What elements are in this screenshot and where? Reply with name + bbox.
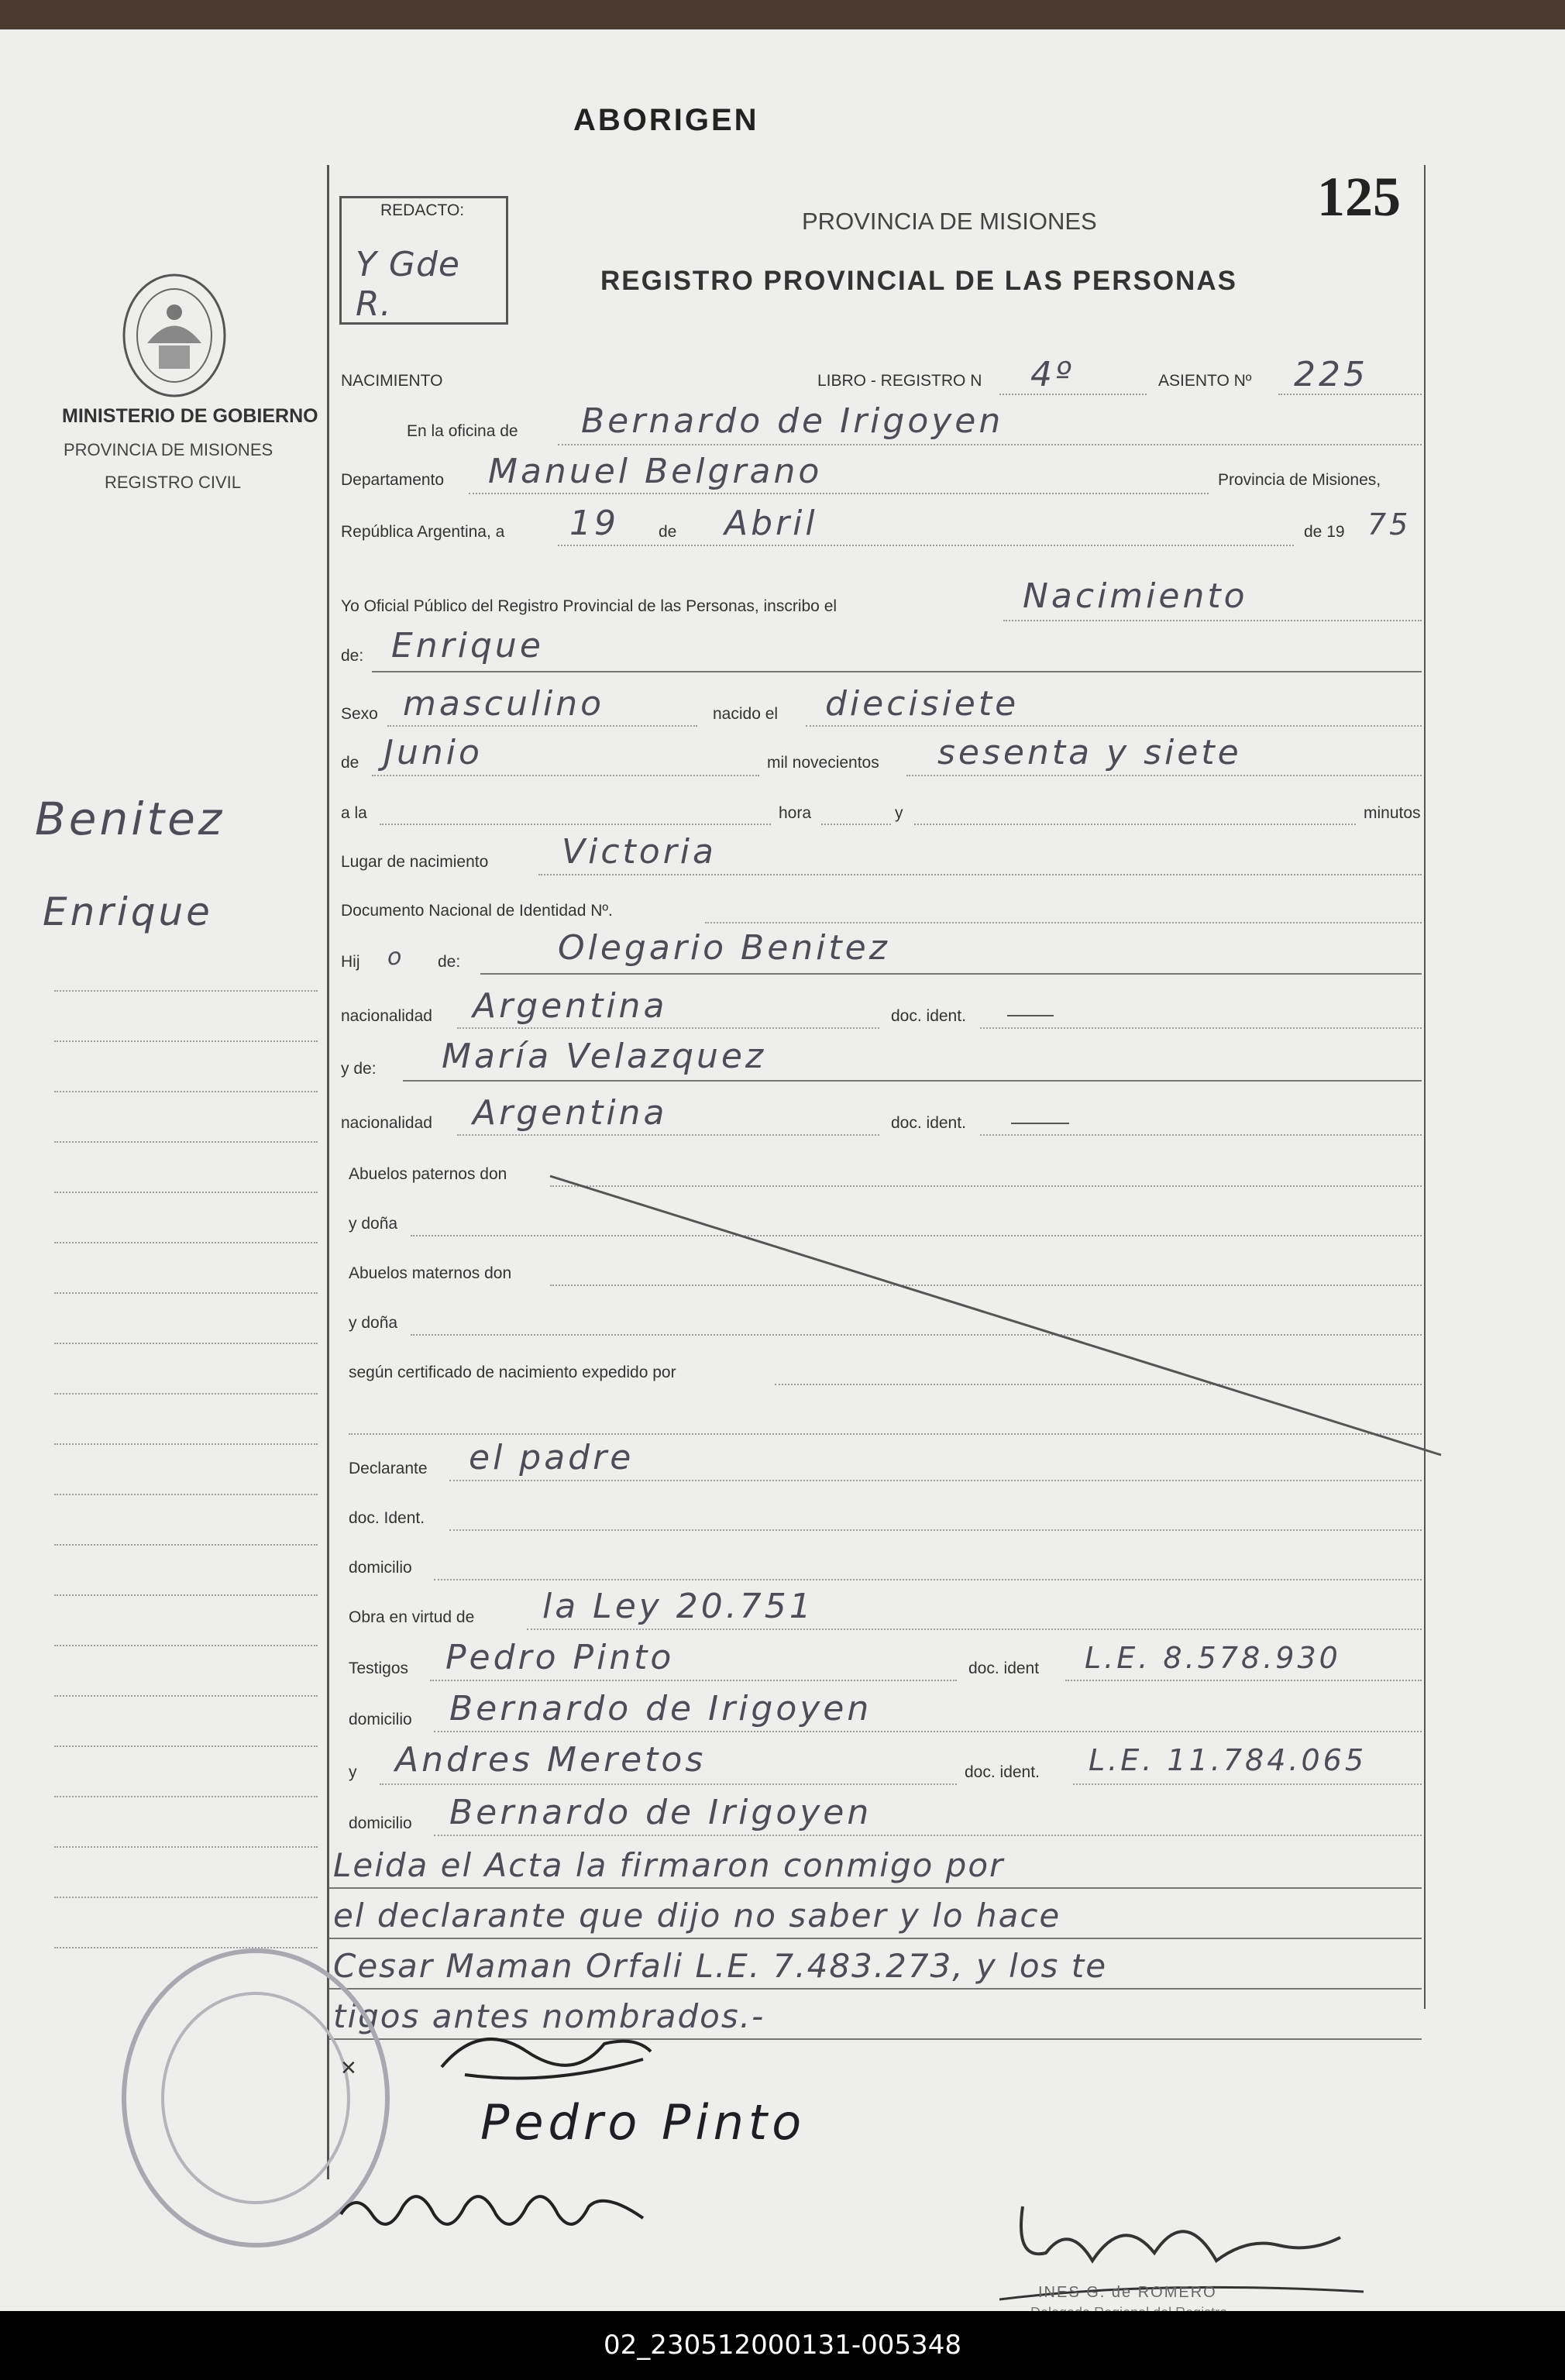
nombre-value: Enrique	[391, 626, 544, 666]
sexo-value: masculino	[403, 684, 605, 724]
sexo-line	[387, 725, 697, 727]
dni-line	[705, 922, 1422, 923]
a-la-label: a la	[341, 804, 367, 822]
section-label: NACIMIENTO	[341, 372, 443, 390]
mes-nac-value: Junio	[384, 733, 483, 772]
declarante-label: Declarante	[349, 1460, 428, 1477]
docident-1-label: doc. ident.	[891, 1007, 966, 1025]
testigo-1-doc: L.E. 8.578.930	[1085, 1641, 1341, 1675]
right-rule	[1424, 165, 1426, 2009]
testigos-label: Testigos	[349, 1659, 409, 1677]
asiento-line	[1278, 394, 1422, 395]
libro-label: LIBRO - REGISTRO N	[817, 372, 982, 390]
docident-5-label: doc. ident.	[965, 1763, 1040, 1781]
mil-label: mil novecientos	[767, 754, 879, 772]
testigo-2-value: Andres Meretos	[395, 1740, 707, 1780]
nacionalidad-2-label: nacionalidad	[341, 1114, 432, 1132]
declarante-line	[449, 1480, 1422, 1481]
libro-value: 4º	[1030, 355, 1075, 394]
obra-label: Obra en virtud de	[349, 1608, 475, 1626]
docident-3-line	[449, 1529, 1422, 1531]
departamento-value: Manuel Belgrano	[488, 452, 823, 491]
nacionalidad-1-value: Argentina	[473, 986, 668, 1026]
testigo-1-line	[430, 1680, 957, 1681]
docident-4-label: doc. ident	[968, 1659, 1040, 1677]
book-edge	[0, 0, 1565, 29]
asiento-label: ASIENTO Nº	[1158, 372, 1252, 390]
de-label-3: de	[341, 754, 359, 772]
domicilio-1-line	[434, 1579, 1422, 1580]
orfali-signature	[434, 2013, 666, 2094]
image-id-caption: 02_230512000131-005348	[604, 2330, 961, 2361]
meretos-signature	[333, 2175, 659, 2249]
oficina-label: En la oficina de	[407, 422, 518, 440]
abuelos-paternos-label: Abuelos paternos don	[349, 1165, 507, 1183]
nombre-line	[372, 671, 1422, 672]
a-la-line	[380, 824, 771, 825]
margin-given-name: Enrique	[43, 889, 213, 934]
libro-line	[999, 394, 1147, 395]
de-label-1: de	[659, 523, 677, 541]
nacido-line	[806, 725, 1422, 727]
docident-2-label: doc. ident.	[891, 1114, 966, 1132]
declarante-value: el padre	[469, 1438, 635, 1477]
margin-surname: Benitez	[35, 793, 225, 845]
docident-1-line	[980, 1027, 1422, 1029]
testigo-2-doc: L.E. 11.784.065	[1089, 1743, 1367, 1777]
domicilio-3-label: domicilio	[349, 1814, 412, 1832]
docident-2-line	[980, 1134, 1422, 1136]
nacionalidad-2-value: Argentina	[473, 1093, 668, 1133]
oficina-value: Bernardo de Irigoyen	[581, 401, 1004, 441]
x-mark-1: ×	[341, 2053, 356, 2082]
de-label-2: de:	[341, 647, 364, 665]
certificado-label: según certificado de nacimiento expedido por	[349, 1364, 676, 1381]
hora-label: hora	[779, 804, 812, 822]
domicilio-3-value: Bernardo de Irigoyen	[449, 1793, 872, 1832]
hora-line	[821, 824, 891, 825]
cierre-rule-3	[329, 1988, 1422, 1990]
madre-line	[403, 1080, 1422, 1082]
cierre-rule-2	[329, 1938, 1422, 1939]
province-heading: PROVINCIA DE MISIONES	[802, 208, 1097, 235]
cierre-rule-1	[329, 1887, 1422, 1889]
minutos-label: minutos	[1364, 804, 1421, 822]
cierre-line-4: tigos antes nombrados.-	[333, 1997, 765, 2035]
cierre-line-1: Leida el Acta la firmaron conmigo por	[333, 1846, 1005, 1884]
asiento-value: 225	[1294, 355, 1368, 394]
abuelos-maternos-label: Abuelos maternos don	[349, 1264, 512, 1282]
y-dona-1-label: y doña	[349, 1215, 398, 1233]
domicilio-1-label: domicilio	[349, 1559, 412, 1577]
testigo-1-doc-line	[1065, 1680, 1422, 1681]
provincia-suffix: Provincia de Misiones,	[1218, 471, 1381, 489]
sexo-label: Sexo	[341, 705, 378, 723]
lugar-value: Victoria	[562, 832, 717, 872]
y-de-label: y de:	[341, 1060, 377, 1078]
acto-line	[1003, 620, 1422, 621]
anio-nac-value: sesenta y siete	[937, 733, 1242, 772]
anio-value: 75	[1367, 507, 1412, 542]
obra-value: la Ley 20.751	[542, 1587, 814, 1626]
y-label: y	[895, 804, 903, 822]
obra-line	[527, 1629, 1422, 1630]
image-caption-bar	[0, 2311, 1565, 2380]
cierre-line-3: Cesar Maman Orfali L.E. 7.483.273, y los te	[333, 1947, 1108, 1985]
nacido-label: nacido el	[713, 705, 779, 723]
hijo-suffix: o	[387, 944, 405, 971]
testigo-signature: Pedro Pinto	[480, 2094, 807, 2151]
dash-mark-1	[1007, 1015, 1054, 1016]
mes-value: Abril	[724, 504, 818, 543]
dni-label: Documento Nacional de Identidad Nº.	[341, 902, 613, 920]
de-label-4: de:	[438, 953, 461, 971]
padre-line	[480, 973, 1422, 975]
y-dona-2-label: y doña	[349, 1314, 398, 1332]
padre-value: Olegario Benitez	[558, 928, 890, 968]
redacto-box	[339, 196, 508, 325]
testigo-2-line	[380, 1783, 957, 1785]
departamento-label: Departamento	[341, 471, 445, 489]
strike-through-line	[542, 1145, 1449, 1470]
republica-label: República Argentina, a	[341, 523, 505, 541]
minutos-line	[914, 824, 1356, 825]
de-anio-label: de 19	[1304, 523, 1345, 541]
margin-registry: REGISTRO CIVIL	[105, 473, 242, 492]
nacionalidad-2-line	[457, 1134, 879, 1136]
docident-3-label: doc. Ident.	[349, 1509, 425, 1527]
y-2-label: y	[349, 1763, 357, 1781]
official-name-stamp: INES G. de ROMERO	[1038, 2284, 1217, 2301]
republica-line	[558, 545, 1294, 546]
register-page	[0, 29, 1565, 2311]
oficial-text: Yo Oficial Público del Registro Provincial de las Personas, inscribo el	[341, 597, 838, 615]
dash-mark-2	[1011, 1123, 1069, 1124]
testigo-1-value: Pedro Pinto	[445, 1638, 675, 1677]
lugar-label: Lugar de nacimiento	[341, 853, 489, 871]
margin-rule	[327, 165, 329, 2179]
domicilio-3-line	[434, 1835, 1422, 1836]
page-number: 125	[1317, 166, 1401, 228]
hijo-label: Hij	[341, 953, 360, 971]
registry-heading: REGISTRO PROVINCIAL DE LAS PERSONAS	[600, 266, 1237, 296]
mes-nac-line	[372, 775, 759, 776]
oficina-line	[558, 444, 1422, 445]
domicilio-2-label: domicilio	[349, 1711, 412, 1728]
lugar-line	[538, 874, 1422, 875]
departamento-line	[469, 493, 1209, 494]
aborigen-stamp: ABORIGEN	[573, 103, 759, 137]
margin-province: PROVINCIA DE MISIONES	[64, 440, 273, 459]
madre-value: María Velazquez	[442, 1037, 767, 1076]
nacido-value: diecisiete	[825, 684, 1020, 724]
redacto-label: REDACTO:	[380, 201, 465, 219]
testigo-2-doc-line	[1073, 1783, 1422, 1785]
nacionalidad-1-line	[457, 1027, 879, 1029]
redacto-value: Y Gde R.	[356, 245, 460, 324]
anio-nac-line	[906, 775, 1422, 776]
domicilio-2-line	[434, 1731, 1422, 1732]
domicilio-2-value: Bernardo de Irigoyen	[449, 1689, 872, 1728]
acto-value: Nacimiento	[1023, 576, 1248, 616]
coat-of-arms-seal	[116, 270, 232, 405]
dia-value: 19	[569, 504, 619, 543]
nacionalidad-1-label: nacionalidad	[341, 1007, 432, 1025]
ministry-label: MINISTERIO DE GOBIERNO	[62, 405, 318, 427]
cierre-line-2: el declarante que dijo no saber y lo hace	[333, 1897, 1061, 1935]
